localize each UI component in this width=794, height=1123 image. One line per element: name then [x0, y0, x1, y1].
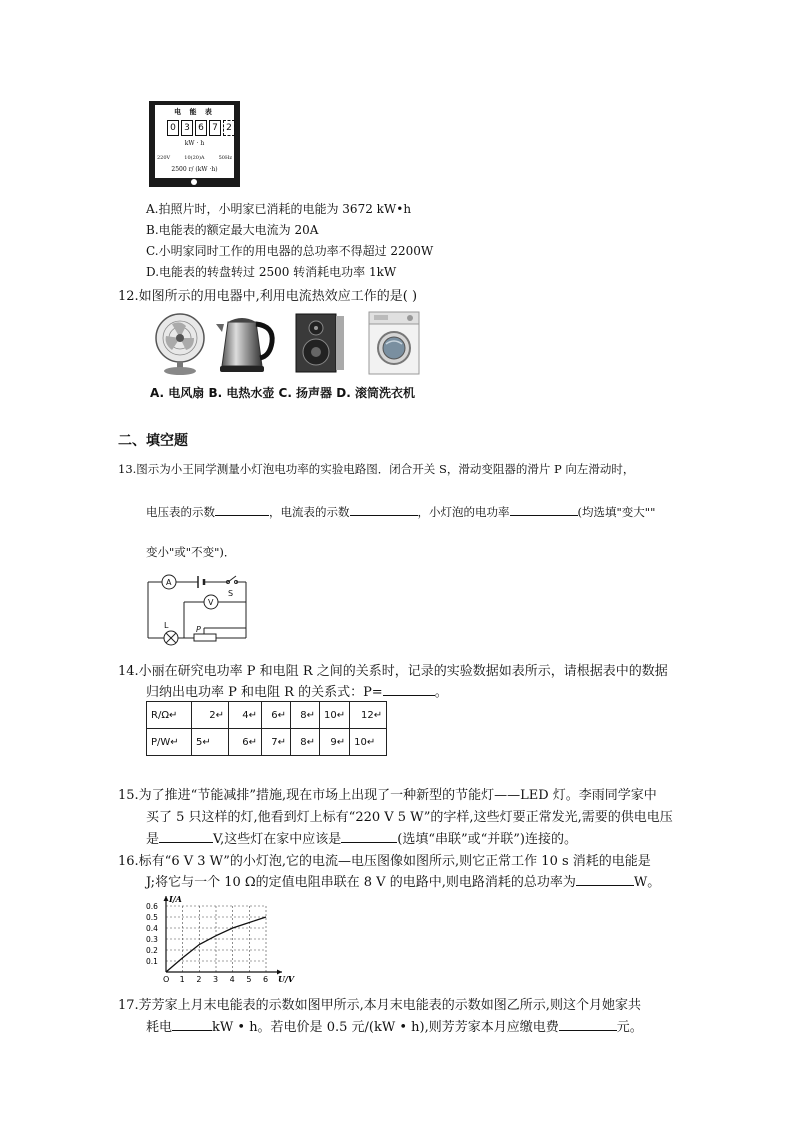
q17-line1: 17.芳芳家上月末电能表的示数如图甲所示,本月末电能表的示数如图乙所示,则这个月她家共: [118, 998, 641, 1013]
q15-line3: [146, 828, 577, 847]
table-cell: 5↵: [192, 729, 229, 756]
x-tick-label: O: [163, 975, 170, 984]
q13-current-label: ，电流表的示数: [269, 505, 350, 519]
meter-digit: 6: [195, 120, 207, 136]
table-cell: 7↵: [262, 729, 291, 756]
q15-label-c: (选填“串联”或“并联”)连接的。: [397, 832, 577, 847]
x-tick-label: 3: [213, 975, 219, 984]
meter-revolutions: 2500 r/ (kW ·h): [171, 166, 218, 173]
electric-kettle-icon: [214, 310, 278, 376]
y-axis-arrow-icon: [164, 896, 169, 901]
ammeter-label: A: [166, 578, 172, 587]
caption-a: A. 电风扇: [150, 386, 205, 400]
q11-option-b: B.电能表的额定最大电流为 20A: [146, 223, 319, 237]
table-cell: 6↵: [229, 729, 262, 756]
y-tick-label: 0.1: [146, 957, 158, 966]
y-tick-label: 0.2: [146, 946, 158, 955]
meter-specs: [157, 155, 232, 161]
meter-unit: kW · h: [184, 140, 205, 147]
y-tick-label: 0.3: [146, 935, 158, 944]
q14-formula-blank[interactable]: [383, 682, 435, 696]
meter-digit: 2: [223, 120, 235, 136]
q13-power-blank[interactable]: [510, 502, 578, 516]
washing-machine-icon: [366, 310, 422, 376]
meter-current: 10(20)A: [184, 155, 205, 161]
meter-title: 电 能 表: [174, 107, 215, 116]
q13-current-blank[interactable]: [350, 502, 418, 516]
q16-label-b: W。: [633, 875, 661, 890]
electric-meter-image: [149, 101, 240, 187]
q13-line2: [146, 502, 655, 520]
q16-line2: [146, 871, 660, 890]
q13-hint: (均选填"变大"": [577, 505, 656, 519]
meter-frequency: 50Hz: [218, 155, 232, 161]
table-cell: 6↵: [262, 702, 291, 729]
table-cell: 12↵: [350, 702, 387, 729]
meter-digits: [167, 120, 235, 136]
q15-connection-blank[interactable]: [341, 829, 397, 843]
y-tick-label: 0.5: [146, 913, 158, 922]
y-tick-label: 0.6: [146, 902, 158, 911]
q14-formula-label: 归纳出电功率 P 和电阻 R 的关系式：P=: [146, 685, 383, 700]
x-tick-label: 2: [196, 975, 202, 984]
q14-line2: [146, 681, 448, 700]
y-tick-label: 0.4: [146, 924, 158, 933]
table-cell: P/W↵: [147, 729, 192, 756]
q17-energy-blank[interactable]: [172, 1017, 212, 1031]
section-title: 二、填空题: [118, 433, 188, 449]
voltmeter-label: V: [208, 598, 214, 607]
q12-captions: [150, 384, 415, 401]
q17-label-c: 元。: [616, 1020, 643, 1035]
q11-option-d: D.电能表的转盘转过 2500 转消耗电功率 1kW: [146, 265, 397, 279]
q13-voltage-blank[interactable]: [215, 502, 269, 516]
lamp-label: L: [164, 621, 169, 630]
q12-stem: 12.如图所示的用电器中,利用电流热效应工作的是( ): [118, 289, 418, 304]
table-cell: 10↵: [350, 729, 387, 756]
q13-voltage-label: 电压表的示数: [146, 505, 215, 519]
table-cell: 9↵: [320, 729, 350, 756]
q13-power-label: ，小灯泡的电功率: [417, 505, 510, 519]
table-cell: 2↵: [192, 702, 229, 729]
x-tick-label: 1: [179, 975, 185, 984]
q17-label-a: 耗电: [146, 1020, 173, 1035]
table-row: [147, 729, 387, 756]
q13-line1: 13.图示为小王同学测量小灯泡电功率的实验电路图．闭合开关 S，滑动变阻器的滑片 P 向左滑动时，: [118, 462, 635, 476]
q17-label-b: kW • h。若电价是 0.5 元/(kW • h),则芳芳家本月应缴电费: [212, 1020, 559, 1035]
table-cell: R/Ω↵: [147, 702, 192, 729]
q13-line3: 变小"或"不变")．: [146, 545, 236, 559]
q15-label-b: V,这些灯在家中应该是: [213, 832, 342, 847]
meter-face: [155, 105, 234, 178]
table-cell: 4↵: [229, 702, 262, 729]
q17-line2: [146, 1016, 643, 1035]
q16-power-blank[interactable]: [576, 872, 634, 886]
table-row: [147, 702, 387, 729]
q14-data-table: [146, 701, 387, 756]
slider-label: P: [196, 625, 201, 634]
table-cell: 10↵: [320, 702, 350, 729]
q16-line1: 16.标有“6 V 3 W”的小灯泡,它的电流—电压图像如图所示,则它正常工作 10 s 消耗的电能是: [118, 854, 651, 869]
current-voltage-chart: [144, 896, 304, 988]
table-cell: 8↵: [291, 729, 320, 756]
q14-line1: 14.小丽在研究电功率 P 和电阻 R 之间的关系时，记录的实验数据如表所示，请根据表中的数据: [118, 664, 668, 679]
meter-digit: 0: [167, 120, 179, 136]
x-tick-label: 4: [229, 975, 235, 984]
q15-voltage-blank[interactable]: [159, 829, 213, 843]
q11-option-a: A.拍照片时，小明家已消耗的电能为 3672 kW•h: [146, 202, 412, 216]
q14-end: 。: [434, 685, 448, 700]
x-tick-label: 6: [263, 975, 269, 984]
q15-line1: 15.为了推进“节能减排”措施,现在市场上出现了一种新型的节能灯——LED 灯。李雨同学家中: [118, 788, 657, 803]
q16-label-a: J;将它与一个 10 Ω的定值电阻串联在 8 V 的电路中,则电路消耗的总功率为: [146, 875, 576, 890]
meter-knob-icon: [191, 179, 197, 185]
caption-b: B. 电热水壶: [208, 386, 275, 400]
x-axis-label: U/V: [278, 974, 295, 984]
meter-digit: 7: [209, 120, 221, 136]
q15-line2: 买了 5 只这样的灯,他看到灯上标有“220 V 5 W”的字样,这些灯要正常发光,需要的供电电压: [146, 810, 673, 825]
caption-d: D. 滚筒洗衣机: [336, 386, 415, 400]
q11-option-c: C.小明家同时工作的用电器的总功率不得超过 2200W: [146, 244, 434, 258]
q15-label-a: 是: [146, 832, 160, 847]
x-tick-label: 5: [246, 975, 252, 984]
circuit-diagram: [146, 572, 252, 652]
table-cell: 8↵: [291, 702, 320, 729]
meter-digit: 3: [181, 120, 193, 136]
y-axis-label: I/A: [169, 896, 182, 904]
meter-voltage: 220V: [157, 155, 171, 161]
caption-c: C. 扬声器: [278, 386, 333, 400]
loudspeaker-icon: [292, 312, 346, 374]
q17-fee-blank[interactable]: [559, 1017, 617, 1031]
switch-label: S: [228, 589, 234, 598]
electric-fan-icon: [150, 310, 210, 376]
